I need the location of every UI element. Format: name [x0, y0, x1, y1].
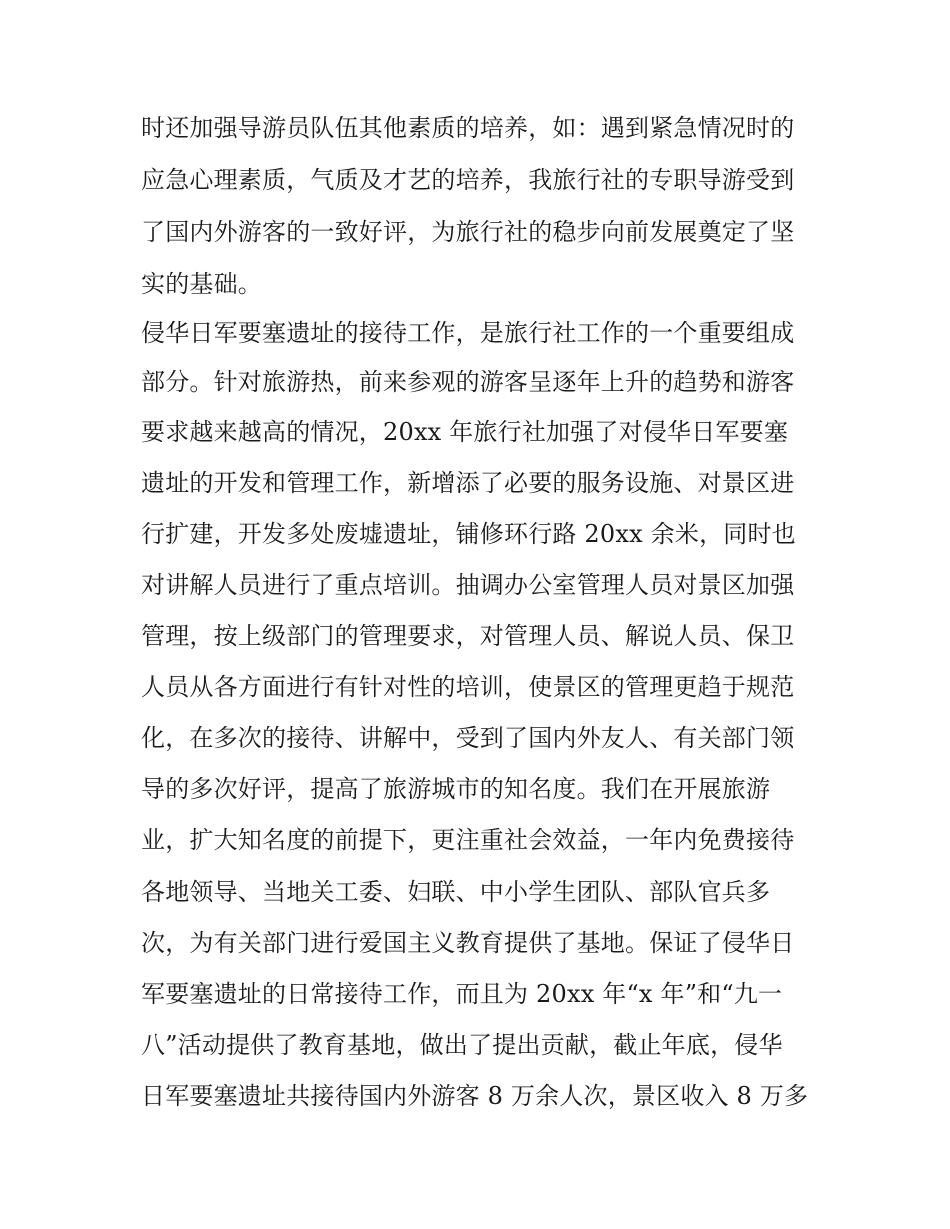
text-line: 时还加强导游员队伍其他素质的培养，如：遇到紧急情况时的 — [141, 114, 795, 142]
text-line: 各地领导、当地关工委、妇联、中小学生团队、部队官兵多 — [141, 878, 771, 906]
text-line: 八”活动提供了教育基地，做出了提出贡献，截止年底，侵华 — [141, 1031, 783, 1059]
text-line: 导的多次好评，提高了旅游城市的知名度。我们在开展旅游 — [141, 775, 771, 803]
text-line: 了国内外游客的一致好评，为旅行社的稳步向前发展奠定了坚 — [141, 218, 795, 246]
text-line: 遗址的开发和管理工作，新增添了必要的服务设施、对景区进 — [141, 469, 795, 497]
text-line: 业，扩大知名度的前提下，更注重社会效益，一年内免费接待 — [141, 826, 795, 854]
paragraph-start-line: 侵华日军要塞遗址的接待工作，是旅行社工作的一个重要组成 — [141, 319, 795, 347]
text-line: 人员从各方面进行有针对性的培训，使景区的管理更趋于规范 — [141, 673, 795, 701]
text-line: 实的基础。 — [141, 270, 262, 298]
text-line: 管理，按上级部门的管理要求，对管理人员、解说人员、保卫 — [141, 622, 795, 650]
text-line: 行扩建，开发多处废墟遗址，铺修环行路 20xx 余米，同时也 — [141, 520, 796, 548]
text-line: 应急心理素质，气质及才艺的培养，我旅行社的专职导游受到 — [141, 166, 795, 194]
text-line: 军要塞遗址的日常接待工作，而且为 20xx 年“x 年”和“九一 — [141, 980, 783, 1008]
text-line: 要求越来越高的情况，20xx 年旅行社加强了对侵华日军要塞 — [141, 418, 789, 446]
text-line: 日军要塞遗址共接待国内外游客 8 万余人次，景区收入 8 万多 — [141, 1082, 809, 1110]
text-line: 次，为有关部门进行爱国主义教育提供了基地。保证了侵华日 — [141, 929, 795, 957]
text-line: 部分。针对旅游热，前来参观的游客呈逐年上升的趋势和游客 — [141, 368, 795, 396]
text-line: 化，在多次的接待、讲解中，受到了国内外友人、有关部门领 — [141, 724, 795, 752]
text-line: 对讲解人员进行了重点培训。抽调办公室管理人员对景区加强 — [141, 571, 795, 599]
